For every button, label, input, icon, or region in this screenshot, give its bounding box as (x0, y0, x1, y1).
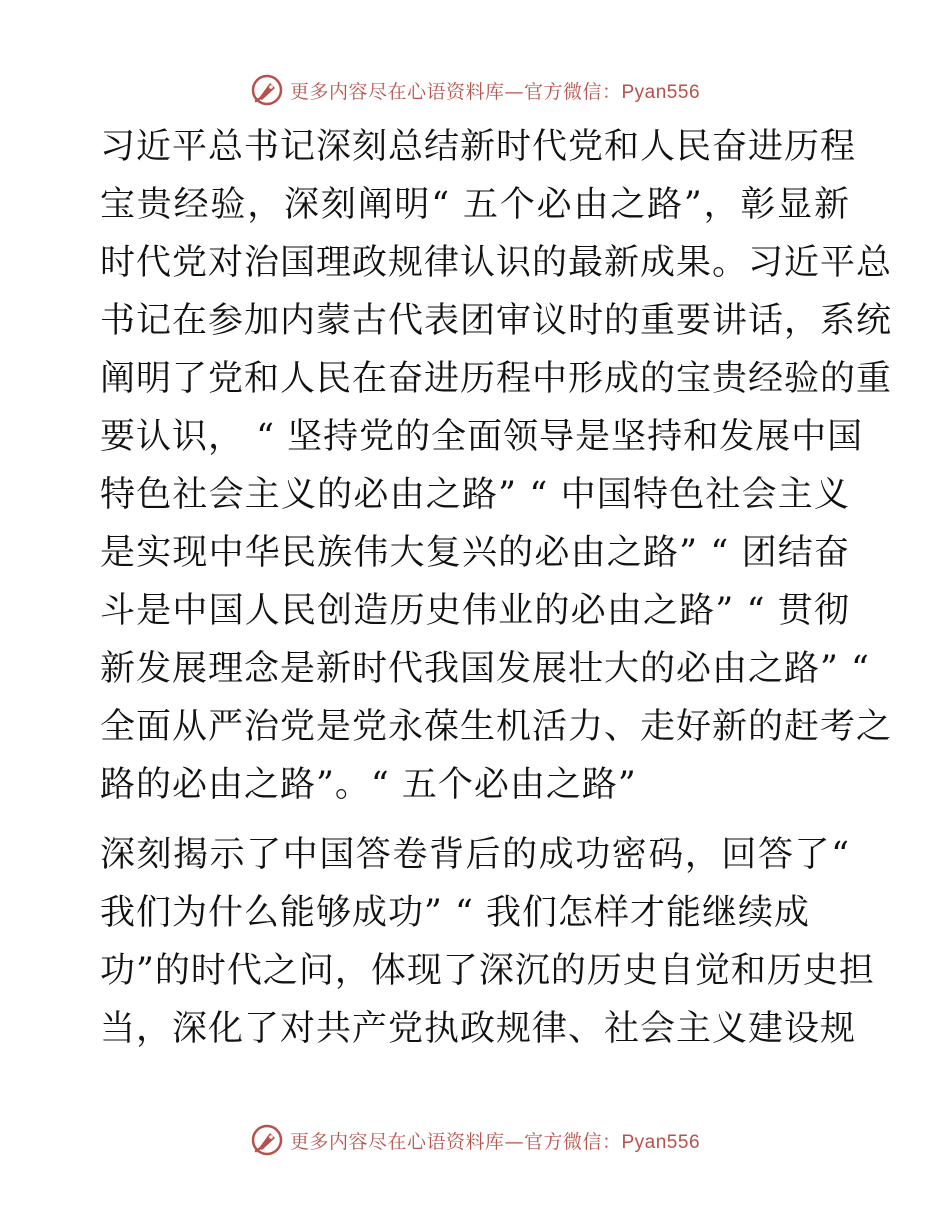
footer-banner-contact: 官方微信：Pyan556 (524, 1131, 701, 1153)
text-line: 全面从严治党是党永葆生机活力、走好新的赶考之 (100, 707, 893, 747)
footer-banner (0, 1120, 950, 1160)
text-line: 阐明了党和人民在奋进历程中形成的宝贵经验的重 (100, 359, 893, 399)
pen-nib-logo-icon (250, 73, 284, 107)
text-line: 是实现中华民族伟大复兴的必由之路” “ 团结奋 (100, 533, 850, 573)
header-banner-text (290, 77, 700, 104)
header-banner (0, 70, 950, 110)
text-line: 我们为什么能够成功” “ 我们怎样才能继续成 (100, 893, 811, 933)
text-line: 斗是中国人民创造历史伟业的必由之路” “ 贯彻 (100, 591, 850, 631)
footer-banner-separator: — (504, 1130, 524, 1153)
text-line: 当，深化了对共产党执政规律、社会主义建设规 (100, 1009, 857, 1049)
header-banner-main: 更多内容尽在心语资料库 (289, 80, 505, 103)
document-body (100, 118, 893, 1058)
text-line: 路的必由之路”。“ 五个必由之路” (100, 765, 637, 805)
paragraph-2 (100, 826, 875, 1058)
text-line: 书记在参加内蒙古代表团审议时的重要讲话，系统 (100, 301, 893, 341)
paragraph-gap (100, 814, 850, 826)
text-line: 时代党对治国理政规律认识的最新成果。习近平总 (100, 243, 893, 283)
text-line: 新发展理念是新时代我国发展壮大的必由之路” “ (100, 649, 870, 689)
text-line: 习近平总书记深刻总结新时代党和人民奋进历程 (100, 127, 857, 167)
text-line: 宝贵经验，深刻阐明“ 五个必由之路”，彰显新 (100, 185, 850, 225)
pen-nib-logo-icon (250, 1123, 284, 1157)
footer-banner-main: 更多内容尽在心语资料库 (289, 1130, 505, 1153)
text-line: 深刻揭示了中国答卷背后的成功密码，回答了“ (100, 835, 850, 875)
header-banner-separator: — (504, 80, 524, 103)
footer-banner-text (290, 1127, 700, 1154)
header-banner-contact: 官方微信：Pyan556 (524, 81, 701, 103)
text-line: 特色社会主义的必由之路” “ 中国特色社会主义 (100, 475, 850, 515)
text-line: 功”的时代之问，体现了深沉的历史自觉和历史担 (100, 951, 875, 991)
text-line: 要认识， “ 坚持党的全面领导是坚持和发展中国 (100, 417, 864, 457)
paragraph-1 (100, 118, 893, 814)
